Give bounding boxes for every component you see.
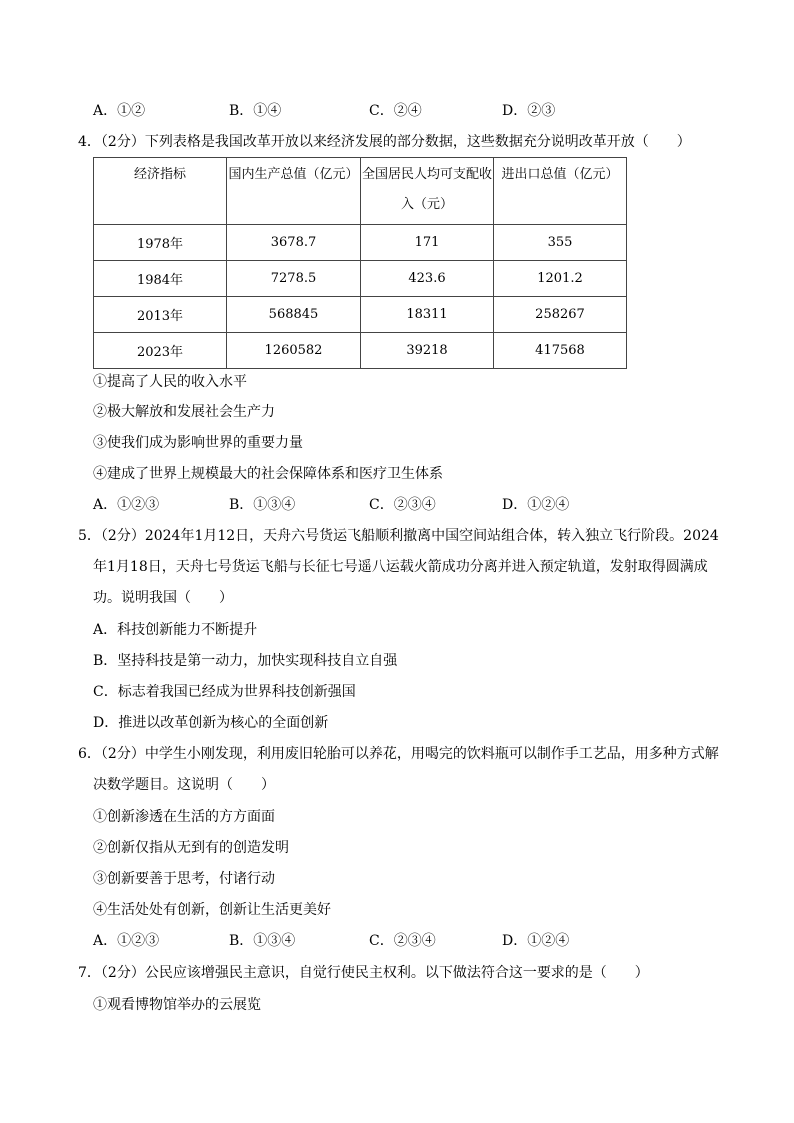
q4-data-table	[93, 157, 627, 369]
q4-item-3: ③使我们成为影响世界的重要力量	[93, 435, 303, 451]
q3-option-d[interactable]: D．②③	[502, 103, 556, 119]
table-cell: 2013年	[94, 297, 227, 333]
table-header-row	[94, 158, 627, 225]
table-cell: 258267	[494, 297, 627, 333]
table-header-cell: 国内生产总值（亿元）	[227, 158, 361, 225]
q5-stem-line-1: 5．（2分）2024年1月12日，天舟六号货运飞船顺利撤离中国空间站组合体，转入独立飞行阶段。2024	[78, 528, 719, 544]
q6-stem-line-2: 决数学题目。这说明（ ）	[93, 777, 275, 793]
table-cell: 2023年	[94, 333, 227, 369]
table-cell: 423.6	[361, 261, 494, 297]
table-header-cell: 进出口总值（亿元）	[494, 158, 627, 225]
q6-item-4: ④生活处处有创新，创新让生活更美好	[93, 902, 331, 918]
table-cell: 1978年	[94, 225, 227, 261]
q4-item-4: ④建成了世界上规模最大的社会保障体系和医疗卫生体系	[93, 466, 443, 482]
table-cell: 171	[361, 225, 494, 261]
table-cell: 18311	[361, 297, 494, 333]
q6-option-a[interactable]: A．①②③	[93, 933, 160, 949]
q6-item-2: ②创新仅指从无到有的创造发明	[93, 840, 289, 856]
q3-option-c[interactable]: C．②④	[369, 103, 422, 119]
q5-option-c[interactable]: C．标志着我国已经成为世界科技创新强国	[93, 684, 356, 700]
q6-option-b[interactable]: B．①③④	[229, 933, 296, 949]
q4-option-b[interactable]: B．①③④	[229, 497, 296, 513]
table-header-cell: 全国居民人均可支配收入（元）	[361, 158, 494, 225]
q6-item-1: ①创新渗透在生活的方方面面	[93, 809, 275, 825]
q6-options	[93, 931, 693, 951]
q5-option-b[interactable]: B．坚持科技是第一动力，加快实现科技自立自强	[93, 653, 398, 669]
q3-option-a[interactable]: A．①②	[93, 103, 146, 119]
q4-stem: 4．（2分）下列表格是我国改革开放以来经济发展的部分数据，这些数据充分说明改革开放（ ）	[78, 134, 691, 150]
table-row	[94, 225, 627, 261]
q5-stem-line-3: 功。说明我国（ ）	[93, 590, 233, 606]
q4-option-c[interactable]: C．②③④	[369, 497, 436, 513]
q5-option-d[interactable]: D．推进以改革创新为核心的全面创新	[93, 715, 329, 731]
q6-stem-line-1: 6．（2分）中学生小刚发现，利用废旧轮胎可以养花，用喝完的饮料瓶可以制作手工艺品，用多种方式解	[78, 746, 719, 762]
table-cell: 417568	[494, 333, 627, 369]
q4-option-d[interactable]: D．①②④	[502, 497, 570, 513]
q3-option-b[interactable]: B．①④	[229, 103, 282, 119]
q4-item-1: ①提高了人民的收入水平	[93, 374, 247, 390]
table-header-cell: 经济指标	[94, 158, 227, 225]
q5-stem-line-2: 年1月18日，天舟七号货运飞船与长征七号遥八运载火箭成功分离并进入预定轨道，发射取得圆满成	[93, 559, 708, 575]
table-cell: 3678.7	[227, 225, 361, 261]
q7-item-1: ①观看博物馆举办的云展览	[93, 997, 261, 1013]
q6-option-d[interactable]: D．①②④	[502, 933, 570, 949]
table-cell: 1260582	[227, 333, 361, 369]
q3-options	[93, 101, 693, 121]
table-cell: 355	[494, 225, 627, 261]
table-row	[94, 261, 627, 297]
q4-item-2: ②极大解放和发展社会生产力	[93, 404, 275, 420]
q5-option-a[interactable]: A．科技创新能力不断提升	[93, 622, 258, 638]
q6-option-c[interactable]: C．②③④	[369, 933, 436, 949]
table-row	[94, 333, 627, 369]
q4-option-a[interactable]: A．①②③	[93, 497, 160, 513]
q4-options	[93, 495, 693, 515]
q6-item-3: ③创新要善于思考，付诸行动	[93, 871, 275, 887]
table-cell: 568845	[227, 297, 361, 333]
q7-stem: 7．（2分）公民应该增强民主意识，自觉行使民主权利。以下做法符合这一要求的是（ ）	[78, 965, 649, 981]
table-cell: 1201.2	[494, 261, 627, 297]
table-cell: 1984年	[94, 261, 227, 297]
table-cell: 7278.5	[227, 261, 361, 297]
table-row	[94, 297, 627, 333]
table-cell: 39218	[361, 333, 494, 369]
